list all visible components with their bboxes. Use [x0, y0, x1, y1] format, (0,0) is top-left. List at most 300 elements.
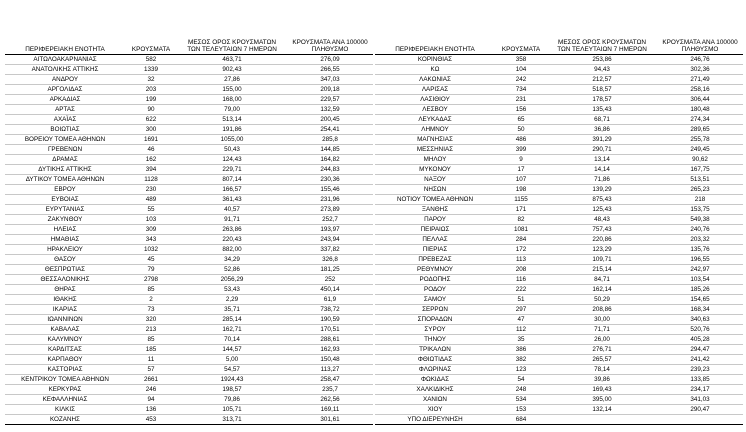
- cell-cases: 203: [125, 85, 177, 95]
- header-region: ΠΕΡΙΦΕΡΕΙΑΚΗ ΕΝΟΤΗΤΑ: [25, 46, 105, 53]
- cell-per-100k: 273,89: [287, 205, 373, 215]
- cell-cases: 1155: [495, 195, 547, 205]
- cell-per-100k: 155,46: [287, 185, 373, 195]
- cell-avg-7day: 30,00: [547, 315, 657, 325]
- cell-cases: 1081: [495, 225, 547, 235]
- cell-region: ΦΘΙΩΤΙΔΑΣ: [375, 355, 495, 365]
- cell-avg-7day: 35,71: [177, 305, 287, 315]
- cell-avg-7day: 313,71: [177, 415, 287, 425]
- cell-cases: 246: [125, 385, 177, 395]
- cell-per-100k: 265,23: [657, 185, 743, 195]
- cell-avg-7day: 208,86: [547, 305, 657, 315]
- cell-avg-7day: 902,43: [177, 65, 287, 75]
- cell-cases: 79: [125, 265, 177, 275]
- table-row: [375, 415, 743, 425]
- cell-per-100k: 234,17: [657, 385, 743, 395]
- cell-per-100k: 262,56: [287, 395, 373, 405]
- cell-cases: 104: [495, 65, 547, 75]
- table-row: [375, 105, 743, 115]
- cell-cases: 1128: [125, 175, 177, 185]
- cell-avg-7day: 53,43: [177, 285, 287, 295]
- cell-per-100k: 200,45: [287, 115, 373, 125]
- cell-avg-7day: 2,29: [177, 295, 287, 305]
- cell-region: ΧΙΟΥ: [375, 405, 495, 415]
- table-row: [5, 115, 373, 125]
- cell-avg-7day: 198,57: [177, 385, 287, 395]
- cell-cases: 103: [125, 215, 177, 225]
- cell-cases: 116: [495, 275, 547, 285]
- cell-per-100k: 276,09: [287, 55, 373, 65]
- cell-region: ΣΠΟΡΑΔΩΝ: [375, 315, 495, 325]
- cell-cases: 51: [495, 295, 547, 305]
- cell-region: ΧΑΝΙΩΝ: [375, 395, 495, 405]
- cell-avg-7day: 395,00: [547, 395, 657, 405]
- cell-region: ΥΠΟ ΔΙΕΡΕΥΝΗΣΗ: [375, 415, 495, 425]
- cell-avg-7day: 253,86: [547, 55, 657, 65]
- cell-per-100k: 209,18: [287, 85, 373, 95]
- cell-region: ΦΩΚΙΔΑΣ: [375, 375, 495, 385]
- cell-cases: 300: [125, 125, 177, 135]
- cell-cases: 73: [125, 305, 177, 315]
- cell-region: ΚΕΦΑΛΛΗΝΙΑΣ: [5, 395, 125, 405]
- cell-region: ΞΑΝΘΗΣ: [375, 205, 495, 215]
- cell-cases: 82: [495, 215, 547, 225]
- table-left-half: [5, 38, 373, 425]
- header-per100k-line1: ΚΡΟΥΣΜΑΤΑ ΑΝΑ 100000: [662, 39, 738, 46]
- cell-avg-7day: 109,71: [547, 255, 657, 265]
- cell-cases: 54: [495, 375, 547, 385]
- cell-avg-7day: 361,43: [177, 195, 287, 205]
- cell-avg-7day: 807,14: [177, 175, 287, 185]
- cell-per-100k: 61,9: [287, 295, 373, 305]
- cell-region: ΛΑΚΩΝΙΑΣ: [375, 75, 495, 85]
- cell-per-100k: 246,76: [657, 55, 743, 65]
- table-row: [375, 215, 743, 225]
- cell-avg-7day: 1924,43: [177, 375, 287, 385]
- cell-region: ΕΥΡΥΤΑΝΙΑΣ: [5, 205, 125, 215]
- cell-cases: 85: [125, 285, 177, 295]
- table-row: [375, 335, 743, 345]
- cell-region: ΘΗΡΑΣ: [5, 285, 125, 295]
- cell-region: ΙΘΑΚΗΣ: [5, 295, 125, 305]
- cell-per-100k: 252,7: [287, 215, 373, 225]
- cell-region: ΤΗΝΟΥ: [375, 335, 495, 345]
- cell-per-100k: 301,61: [287, 415, 373, 425]
- header-per100k-line2: ΠΛΗΘΥΣΜΟ: [681, 46, 719, 53]
- cell-avg-7day: 123,29: [547, 245, 657, 255]
- cell-avg-7day: 48,43: [547, 215, 657, 225]
- cell-region: ΜΗΛΟΥ: [375, 155, 495, 165]
- cell-cases: 582: [125, 55, 177, 65]
- cell-avg-7day: 40,57: [177, 205, 287, 215]
- cell-region: ΕΥΒΟΙΑΣ: [5, 195, 125, 205]
- cell-avg-7day: 162,71: [177, 325, 287, 335]
- cell-region: ΔΡΑΜΑΣ: [5, 155, 125, 165]
- table-row: [5, 195, 373, 205]
- cell-per-100k: 258,16: [657, 85, 743, 95]
- cell-cases: 11: [125, 355, 177, 365]
- cell-per-100k: 193,97: [287, 225, 373, 235]
- cell-per-100k: 549,38: [657, 215, 743, 225]
- cell-cases: 320: [125, 315, 177, 325]
- cell-per-100k: 113,27: [287, 365, 373, 375]
- cell-per-100k: 288,61: [287, 335, 373, 345]
- cell-region: ΣΥΡΟΥ: [375, 325, 495, 335]
- cell-cases: 2: [125, 295, 177, 305]
- cell-avg-7day: 36,86: [547, 125, 657, 135]
- cell-per-100k: 513,51: [657, 175, 743, 185]
- table-row: [375, 265, 743, 275]
- cell-avg-7day: 169,43: [547, 385, 657, 395]
- cell-avg-7day: 276,71: [547, 345, 657, 355]
- cell-region: ΠΑΡΟΥ: [375, 215, 495, 225]
- table-header: [375, 38, 743, 55]
- cell-per-100k: 181,25: [287, 265, 373, 275]
- table-row: [375, 235, 743, 245]
- cell-cases: 9: [495, 155, 547, 165]
- cell-cases: 489: [125, 195, 177, 205]
- cell-region: ΚΟΖΑΝΗΣ: [5, 415, 125, 425]
- table-row: [375, 95, 743, 105]
- header-avg-line1: ΜΕΣΟΣ ΟΡΟΣ ΚΡΟΥΣΜΑΤΩΝ: [558, 39, 646, 46]
- cell-region: ΑΡΤΑΣ: [5, 105, 125, 115]
- table-row: [375, 75, 743, 85]
- cell-avg-7day: 2056,29: [177, 275, 287, 285]
- table-row: [5, 175, 373, 185]
- table-row: [375, 135, 743, 145]
- cell-avg-7day: 132,14: [547, 405, 657, 415]
- cell-per-100k: 164,82: [287, 155, 373, 165]
- table-row: [5, 395, 373, 405]
- cell-region: ΠΕΛΛΑΣ: [375, 235, 495, 245]
- table-row: [5, 215, 373, 225]
- cell-region: ΚΑΡΔΙΤΣΑΣ: [5, 345, 125, 355]
- cell-region: ΤΡΙΚΑΛΩΝ: [375, 345, 495, 355]
- cell-region: ΓΡΕΒΕΝΩΝ: [5, 145, 125, 155]
- cell-per-100k: 230,36: [287, 175, 373, 185]
- cell-cases: 171: [495, 205, 547, 215]
- table-row: [5, 255, 373, 265]
- cell-cases: 2661: [125, 375, 177, 385]
- cell-cases: 231: [495, 95, 547, 105]
- cell-region: ΑΙΤΩΛΟΑΚΑΡΝΑΝΙΑΣ: [5, 55, 125, 65]
- cell-avg-7day: 220,86: [547, 235, 657, 245]
- cell-cases: 65: [495, 115, 547, 125]
- cell-region: ΛΕΥΚΑΔΑΣ: [375, 115, 495, 125]
- cell-cases: 47: [495, 315, 547, 325]
- cell-avg-7day: 91,71: [177, 215, 287, 225]
- table-row: [375, 385, 743, 395]
- cell-cases: 1032: [125, 245, 177, 255]
- cell-avg-7day: 54,57: [177, 365, 287, 375]
- cell-cases: 2798: [125, 275, 177, 285]
- cell-region: ΠΡΕΒΕΖΑΣ: [375, 255, 495, 265]
- cell-per-100k: 341,03: [657, 395, 743, 405]
- cell-cases: 107: [495, 175, 547, 185]
- cell-cases: 185: [125, 345, 177, 355]
- cell-region: ΠΕΙΡΑΙΩΣ: [375, 225, 495, 235]
- cell-cases: 386: [495, 345, 547, 355]
- cell-cases: 309: [125, 225, 177, 235]
- cell-per-100k: 242,97: [657, 265, 743, 275]
- cell-per-100k: 90,62: [657, 155, 743, 165]
- table-row: [5, 275, 373, 285]
- table-row: [375, 155, 743, 165]
- cell-avg-7day: 5,00: [177, 355, 287, 365]
- cell-cases: 46: [125, 145, 177, 155]
- cell-avg-7day: 463,71: [177, 55, 287, 65]
- cell-cases: 50: [495, 125, 547, 135]
- cell-region: ΔΥΤΙΚΗΣ ΑΤΤΙΚΗΣ: [5, 165, 125, 175]
- table-row: [375, 245, 743, 255]
- cell-avg-7day: 68,71: [547, 115, 657, 125]
- header-region: ΠΕΡΙΦΕΡΕΙΑΚΗ ΕΝΟΤΗΤΑ: [395, 46, 475, 53]
- cell-avg-7day: 144,57: [177, 345, 287, 355]
- cell-per-100k: 154,65: [657, 295, 743, 305]
- cell-avg-7day: 518,57: [547, 85, 657, 95]
- cell-avg-7day: 166,57: [177, 185, 287, 195]
- cell-region: ΜΥΚΟΝΟΥ: [375, 165, 495, 175]
- cell-cases: 199: [125, 95, 177, 105]
- cell-region: ΦΛΩΡΙΝΑΣ: [375, 365, 495, 375]
- table-row: [375, 365, 743, 375]
- cell-region: ΒΟΙΩΤΙΑΣ: [5, 125, 125, 135]
- cell-cases: 172: [495, 245, 547, 255]
- cell-per-100k: 240,76: [657, 225, 743, 235]
- cell-avg-7day: 79,00: [177, 105, 287, 115]
- cell-avg-7day: 71,86: [547, 175, 657, 185]
- table-row: [375, 295, 743, 305]
- header-avg-line2: ΤΩΝ ΤΕΛΕΥΤΑΙΩΝ 7 ΗΜΕΡΩΝ: [187, 46, 277, 53]
- cell-avg-7day: 1055,00: [177, 135, 287, 145]
- cell-region: ΡΕΘΥΜΝΟΥ: [375, 265, 495, 275]
- cell-cases: 284: [495, 235, 547, 245]
- cell-avg-7day: 263,86: [177, 225, 287, 235]
- table-row: [375, 145, 743, 155]
- cell-avg-7day: 168,00: [177, 95, 287, 105]
- cell-per-100k: 244,83: [287, 165, 373, 175]
- cell-cases: 453: [125, 415, 177, 425]
- cell-cases: 57: [125, 365, 177, 375]
- cell-region: ΙΚΑΡΙΑΣ: [5, 305, 125, 315]
- table-row: [375, 205, 743, 215]
- cell-per-100k: 326,8: [287, 255, 373, 265]
- cell-per-100k: 168,34: [657, 305, 743, 315]
- cell-per-100k: 337,82: [287, 245, 373, 255]
- cell-cases: 17: [495, 165, 547, 175]
- cell-per-100k: 254,41: [287, 125, 373, 135]
- cell-region: ΘΕΣΠΡΩΤΙΑΣ: [5, 265, 125, 275]
- table-row: [5, 95, 373, 105]
- cell-region: ΝΗΣΩΝ: [375, 185, 495, 195]
- cell-cases: 230: [125, 185, 177, 195]
- table-row: [375, 275, 743, 285]
- header-avg-line1: ΜΕΣΟΣ ΟΡΟΣ ΚΡΟΥΣΜΑΤΩΝ: [188, 39, 276, 46]
- cell-region: ΗΜΑΘΙΑΣ: [5, 235, 125, 245]
- table-row: [5, 265, 373, 275]
- cell-region: ΚΟΡΙΝΘΙΑΣ: [375, 55, 495, 65]
- cell-per-100k: 243,94: [287, 235, 373, 245]
- cell-region: ΚΕΝΤΡΙΚΟΥ ΤΟΜΕΑ ΑΘΗΝΩΝ: [5, 375, 125, 385]
- table-row: [375, 65, 743, 75]
- cell-avg-7day: 78,14: [547, 365, 657, 375]
- cell-per-100k: 255,78: [657, 135, 743, 145]
- cell-region: ΚΑΒΑΛΑΣ: [5, 325, 125, 335]
- cell-region: ΣΕΡΡΩΝ: [375, 305, 495, 315]
- cell-region: ΗΛΕΙΑΣ: [5, 225, 125, 235]
- cell-avg-7day: 882,00: [177, 245, 287, 255]
- cell-per-100k: 132,59: [287, 105, 373, 115]
- cell-per-100k: 185,26: [657, 285, 743, 295]
- table-row: [375, 125, 743, 135]
- cell-region: ΑΡΓΟΛΙΔΑΣ: [5, 85, 125, 95]
- cell-avg-7day: 34,29: [177, 255, 287, 265]
- cell-cases: 622: [125, 115, 177, 125]
- cell-cases: 486: [495, 135, 547, 145]
- cell-per-100k: 150,48: [287, 355, 373, 365]
- cell-region: ΚΑΡΠΑΘΟΥ: [5, 355, 125, 365]
- cell-cases: 45: [125, 255, 177, 265]
- table-row: [5, 85, 373, 95]
- cell-per-100k: 340,63: [657, 315, 743, 325]
- cell-avg-7day: 757,43: [547, 225, 657, 235]
- cell-region: ΚΑΛΥΜΝΟΥ: [5, 335, 125, 345]
- table-row: [5, 245, 373, 255]
- cell-avg-7day: 125,43: [547, 205, 657, 215]
- cell-per-100k: 285,8: [287, 135, 373, 145]
- cell-region: ΝΑΞΟΥ: [375, 175, 495, 185]
- cell-cases: 162: [125, 155, 177, 165]
- cell-per-100k: 258,47: [287, 375, 373, 385]
- cell-avg-7day: 26,00: [547, 335, 657, 345]
- table-row: [375, 315, 743, 325]
- table-row: [375, 375, 743, 385]
- cell-cases: 32: [125, 75, 177, 85]
- table-row: [375, 55, 743, 65]
- cell-cases: 136: [125, 405, 177, 415]
- cell-avg-7day: 70,14: [177, 335, 287, 345]
- cell-region: ΑΝΔΡΟΥ: [5, 75, 125, 85]
- cell-avg-7day: 27,86: [177, 75, 287, 85]
- cell-cases: 94: [125, 395, 177, 405]
- cell-per-100k: 133,85: [657, 375, 743, 385]
- cell-region: ΖΑΚΥΝΘΟΥ: [5, 215, 125, 225]
- cell-avg-7day: 391,29: [547, 135, 657, 145]
- cell-per-100k: 274,34: [657, 115, 743, 125]
- cell-avg-7day: 265,57: [547, 355, 657, 365]
- cell-region: ΒΟΡΕΙΟΥ ΤΟΜΕΑ ΑΘΗΝΩΝ: [5, 135, 125, 145]
- cell-avg-7day: 13,14: [547, 155, 657, 165]
- table-row: [375, 355, 743, 365]
- cell-per-100k: 162,93: [287, 345, 373, 355]
- cell-per-100k: 170,51: [287, 325, 373, 335]
- cell-avg-7day: 71,71: [547, 325, 657, 335]
- table-row: [375, 225, 743, 235]
- cell-region: ΔΥΤΙΚΟΥ ΤΟΜΕΑ ΑΘΗΝΩΝ: [5, 175, 125, 185]
- table-row: [375, 405, 743, 415]
- cell-avg-7day: 513,14: [177, 115, 287, 125]
- cell-per-100k: [657, 415, 743, 425]
- table-row: [5, 145, 373, 155]
- cell-avg-7day: 215,14: [547, 265, 657, 275]
- cell-avg-7day: 50,29: [547, 295, 657, 305]
- cell-per-100k: 167,75: [657, 165, 743, 175]
- cell-region: ΚΩ: [375, 65, 495, 75]
- cell-per-100k: 347,03: [287, 75, 373, 85]
- table-row: [5, 125, 373, 135]
- cell-region: ΚΑΣΤΟΡΙΑΣ: [5, 365, 125, 375]
- table-row: [5, 75, 373, 85]
- cell-avg-7day: 285,14: [177, 315, 287, 325]
- table-row: [5, 415, 373, 425]
- cell-region: ΙΩΑΝΝΙΝΩΝ: [5, 315, 125, 325]
- cell-region: ΛΕΣΒΟΥ: [375, 105, 495, 115]
- table-row: [5, 355, 373, 365]
- cell-avg-7day: 229,71: [177, 165, 287, 175]
- cell-region: ΝΟΤΙΟΥ ΤΟΜΕΑ ΑΘΗΝΩΝ: [375, 195, 495, 205]
- table-row: [375, 325, 743, 335]
- cell-avg-7day: 105,71: [177, 405, 287, 415]
- cell-per-100k: 135,76: [657, 245, 743, 255]
- cell-avg-7day: 191,86: [177, 125, 287, 135]
- table-row: [5, 405, 373, 415]
- table-row: [5, 105, 373, 115]
- header-cases: ΚΡΟΥΣΜΑΤΑ: [501, 46, 541, 53]
- cell-avg-7day: 290,71: [547, 145, 657, 155]
- cell-region: ΜΕΣΣΗΝΙΑΣ: [375, 145, 495, 155]
- cell-per-100k: 190,59: [287, 315, 373, 325]
- table-row: [375, 195, 743, 205]
- cell-cases: 297: [495, 305, 547, 315]
- cell-cases: 153: [495, 405, 547, 415]
- cell-cases: 534: [495, 395, 547, 405]
- cell-region: ΛΑΡΙΣΑΣ: [375, 85, 495, 95]
- cell-per-100k: 203,32: [657, 235, 743, 245]
- cell-per-100k: 231,96: [287, 195, 373, 205]
- table-row: [375, 255, 743, 265]
- cell-region: ΚΙΛΚΙΣ: [5, 405, 125, 415]
- cell-cases: 394: [125, 165, 177, 175]
- table-row: [5, 55, 373, 65]
- table-row: [5, 285, 373, 295]
- cell-per-100k: 405,28: [657, 335, 743, 345]
- cell-per-100k: 218: [657, 195, 743, 205]
- table-row: [5, 295, 373, 305]
- cell-cases: 399: [495, 145, 547, 155]
- cell-cases: 208: [495, 265, 547, 275]
- cell-avg-7day: 50,43: [177, 145, 287, 155]
- cell-region: ΡΟΔΟΥ: [375, 285, 495, 295]
- cell-cases: 35: [495, 335, 547, 345]
- cell-per-100k: 229,57: [287, 95, 373, 105]
- table-row: [5, 315, 373, 325]
- table-row: [5, 385, 373, 395]
- cell-avg-7day: 39,86: [547, 375, 657, 385]
- table-row: [5, 375, 373, 385]
- cell-region: ΕΒΡΟΥ: [5, 185, 125, 195]
- header-cases: ΚΡΟΥΣΜΑΤΑ: [131, 46, 171, 53]
- cell-avg-7day: 135,43: [547, 105, 657, 115]
- cell-avg-7day: 52,86: [177, 265, 287, 275]
- table-row: [5, 305, 373, 315]
- table-row: [375, 395, 743, 405]
- cell-cases: 90: [125, 105, 177, 115]
- table-row: [5, 325, 373, 335]
- table-right-half: [375, 38, 743, 425]
- table-row: [375, 305, 743, 315]
- table-row: [5, 345, 373, 355]
- table-row: [375, 165, 743, 175]
